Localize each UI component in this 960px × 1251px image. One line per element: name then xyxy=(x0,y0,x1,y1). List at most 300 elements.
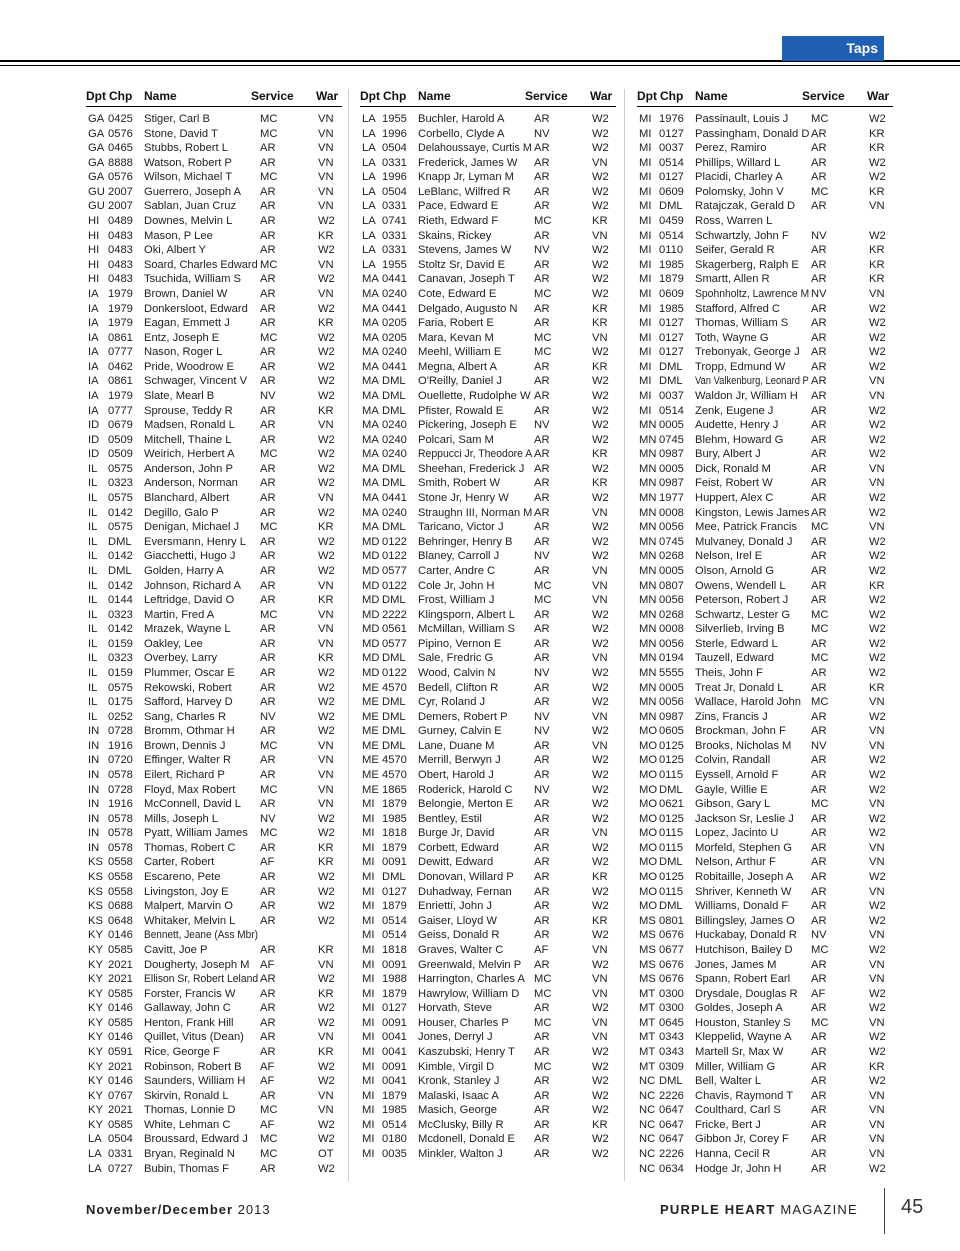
service-cell: AF xyxy=(260,1118,275,1131)
name-cell: Pace, Edward E xyxy=(418,200,499,213)
service-cell: AR xyxy=(534,389,550,402)
service-cell: MC xyxy=(260,827,278,840)
header-chp: Chp xyxy=(109,89,133,103)
service-cell: AR xyxy=(811,535,827,548)
war-cell: W2 xyxy=(869,827,886,840)
service-cell: AR xyxy=(534,258,550,271)
chapter-cell: 0578 xyxy=(108,769,133,782)
chapter-cell: 1879 xyxy=(382,841,407,854)
name-cell: Rieth, Edward F xyxy=(418,215,499,228)
service-cell: MC xyxy=(811,113,829,125)
war-cell: VN xyxy=(318,1104,334,1117)
name-cell: Taricano, Victor J xyxy=(418,521,504,534)
chapter-cell: DML xyxy=(659,1075,683,1088)
chapter-cell: DML xyxy=(382,725,406,738)
war-cell: W2 xyxy=(869,608,886,621)
chapter-cell: 0115 xyxy=(659,827,684,840)
name-cell: Trebonyak, George J xyxy=(695,346,800,359)
name-cell: Effinger, Walter R xyxy=(144,754,232,767)
name-cell: Colvin, Randall xyxy=(695,754,771,767)
war-cell: W2 xyxy=(869,550,886,563)
name-cell: Jones, James M xyxy=(695,958,777,971)
service-cell: AR xyxy=(811,666,827,679)
dept-cell: MO xyxy=(639,871,658,884)
dept-cell: MS xyxy=(639,973,656,986)
service-cell: AR xyxy=(811,856,827,869)
dept-cell: MO xyxy=(639,783,658,796)
war-cell: VN xyxy=(869,521,885,534)
dept-cell: MI xyxy=(639,404,652,417)
service-cell: AR xyxy=(811,492,827,505)
name-cell: Treat Jr, Donald L xyxy=(695,681,784,694)
taps-entry xyxy=(86,506,342,521)
chapter-cell: 1879 xyxy=(382,987,407,1000)
service-cell: AR xyxy=(534,856,550,869)
chapter-cell: 0987 xyxy=(659,448,684,461)
service-cell: NV xyxy=(534,783,550,796)
war-cell: W2 xyxy=(869,564,886,577)
war-cell: KR xyxy=(318,841,334,854)
war-cell: KR xyxy=(318,652,334,665)
header-war: War xyxy=(590,89,613,103)
dept-cell: MI xyxy=(362,1133,375,1146)
chapter-cell: 0323 xyxy=(108,477,133,490)
chapter-cell: 0575 xyxy=(108,462,133,475)
name-cell: Oakley, Lee xyxy=(144,637,203,650)
chapter-cell: DML xyxy=(659,783,683,796)
dept-cell: MI xyxy=(362,900,375,913)
chapter-cell: 2226 xyxy=(659,1089,684,1102)
taps-entry xyxy=(360,535,616,550)
war-cell: W2 xyxy=(318,462,335,475)
chapter-cell: 0037 xyxy=(659,142,684,155)
dept-cell: MN xyxy=(639,652,657,665)
taps-entry xyxy=(86,899,342,914)
service-cell: AR xyxy=(534,754,550,767)
chapter-cell: 0483 xyxy=(108,244,133,257)
taps-entry xyxy=(360,885,616,900)
chapter-cell: 0268 xyxy=(659,608,684,621)
dept-cell: MA xyxy=(362,360,379,373)
service-cell: MC xyxy=(811,696,829,709)
war-cell: W2 xyxy=(592,1133,609,1146)
taps-entry xyxy=(637,739,893,754)
name-cell: Stubbs, Robert L xyxy=(144,142,228,155)
dept-cell: MN xyxy=(639,666,657,679)
name-cell: Denigan, Michael J xyxy=(144,521,240,534)
taps-entry xyxy=(86,462,342,477)
war-cell: W2 xyxy=(318,477,335,490)
dept-cell: IL xyxy=(88,579,98,592)
war-cell: W2 xyxy=(592,929,609,942)
war-cell: W2 xyxy=(592,244,609,257)
war-cell: W2 xyxy=(592,725,609,738)
dept-cell: MI xyxy=(639,244,652,257)
service-cell: NV xyxy=(811,929,827,942)
war-cell: VN xyxy=(869,798,885,811)
name-cell: Pyatt, William James xyxy=(144,827,248,840)
dept-cell: MI xyxy=(362,871,375,884)
war-cell: W2 xyxy=(592,696,609,709)
dept-cell: MI xyxy=(639,287,652,300)
name-cell: Eilert, Richard P xyxy=(144,769,225,782)
war-cell: W2 xyxy=(592,127,609,140)
chapter-cell: 0127 xyxy=(382,1002,407,1015)
taps-entry xyxy=(86,987,342,1002)
taps-entry xyxy=(86,331,342,346)
name-cell: Obert, Harold J xyxy=(418,769,494,782)
war-cell: W2 xyxy=(592,287,609,300)
war-cell: VN xyxy=(318,1031,334,1044)
war-cell: W2 xyxy=(318,448,335,461)
service-cell: AR xyxy=(260,666,276,679)
service-cell: AF xyxy=(260,856,275,869)
taps-entry xyxy=(637,345,893,360)
dept-cell: IL xyxy=(88,564,98,577)
chapter-cell: 0205 xyxy=(382,317,407,330)
war-cell: W2 xyxy=(869,623,886,636)
taps-entry xyxy=(86,579,342,594)
war-cell: W2 xyxy=(592,404,609,417)
service-cell: AR xyxy=(811,841,827,854)
chapter-cell: 4570 xyxy=(382,754,407,767)
war-cell: W2 xyxy=(318,1162,335,1175)
war-cell: VN xyxy=(318,419,334,432)
chapter-cell: 0037 xyxy=(659,389,684,402)
name-cell: Pfister, Rowald E xyxy=(418,404,504,417)
dept-cell: MT xyxy=(639,1046,656,1058)
dept-cell: MI xyxy=(639,171,652,184)
war-cell: KR xyxy=(318,856,334,869)
name-cell: Hawrylow, William D xyxy=(418,987,520,1000)
taps-entry xyxy=(637,185,893,200)
war-cell: W2 xyxy=(592,958,609,971)
taps-entry xyxy=(637,855,893,870)
service-cell: AR xyxy=(811,900,827,913)
service-cell: AR xyxy=(811,506,827,519)
taps-entry xyxy=(637,156,893,171)
war-cell: KR xyxy=(869,142,885,155)
taps-entry xyxy=(360,1060,616,1075)
service-cell: AR xyxy=(811,1075,827,1088)
war-cell: KR xyxy=(318,317,334,330)
taps-entry xyxy=(360,491,616,506)
service-cell: MC xyxy=(260,1133,278,1146)
dept-cell: MO xyxy=(639,856,658,869)
dept-cell: IL xyxy=(88,608,98,621)
dept-cell: MI xyxy=(362,1104,375,1117)
dept-cell: LA xyxy=(362,113,376,125)
name-cell: Schwager, Vincent V xyxy=(144,375,248,388)
war-cell: W2 xyxy=(318,1016,335,1029)
name-cell: Ross, Warren L xyxy=(695,215,773,228)
name-cell: Pride, Woodrow E xyxy=(144,360,234,373)
name-cell: Hutchison, Bailey D xyxy=(695,943,793,956)
dept-cell: MD xyxy=(362,535,380,548)
service-cell: AR xyxy=(534,462,550,475)
dept-cell: LA xyxy=(362,215,376,228)
chapter-cell: 0801 xyxy=(659,914,684,927)
service-cell: AR xyxy=(811,827,827,840)
name-cell: Toth, Wayne G xyxy=(695,331,769,344)
name-cell: Gaiser, Lloyd W xyxy=(418,914,497,927)
taps-entry xyxy=(637,127,893,142)
name-cell: Anderson, Norman xyxy=(144,477,238,490)
name-cell: Faria, Robert E xyxy=(418,317,494,330)
taps-entry xyxy=(637,447,893,462)
dept-cell: HI xyxy=(88,229,100,242)
name-cell: Stiger, Carl B xyxy=(144,113,210,125)
dept-cell: MO xyxy=(639,769,658,782)
service-cell: AR xyxy=(534,958,550,971)
name-cell: Owens, Wendell L xyxy=(695,579,786,592)
taps-entry xyxy=(360,710,616,725)
name-cell: Bentley, Estil xyxy=(418,812,482,825)
chapter-cell: DML xyxy=(382,696,406,709)
name-cell: Enrietti, John J xyxy=(418,900,492,913)
chapter-cell: DML xyxy=(659,375,683,388)
chapter-cell: 0110 xyxy=(659,244,684,257)
service-cell: AR xyxy=(534,302,550,315)
dept-cell: MO xyxy=(639,754,658,767)
chapter-cell: 0127 xyxy=(382,885,407,898)
taps-entry xyxy=(637,491,893,506)
taps-entry xyxy=(637,433,893,448)
taps-entry xyxy=(360,797,616,812)
war-cell: W2 xyxy=(592,185,609,198)
taps-entry xyxy=(637,316,893,331)
war-cell: W2 xyxy=(592,798,609,811)
chapter-cell: 0647 xyxy=(659,1118,684,1131)
taps-entry xyxy=(637,360,893,375)
war-cell: VN xyxy=(869,885,885,898)
name-cell: Jones, Derryl J xyxy=(418,1031,493,1044)
service-cell: AR xyxy=(534,798,550,811)
header-dpt: Dpt xyxy=(637,89,657,103)
dept-cell: MO xyxy=(639,812,658,825)
service-cell: AR xyxy=(811,448,827,461)
service-cell: NV xyxy=(534,666,550,679)
taps-entry xyxy=(360,199,616,214)
dept-cell: KY xyxy=(88,987,103,1000)
chapter-cell: 0146 xyxy=(108,1002,133,1015)
name-cell: Brown, Daniel W xyxy=(144,287,228,300)
taps-entry xyxy=(86,710,342,725)
chapter-cell: 0483 xyxy=(108,273,133,286)
war-cell: VN xyxy=(592,1031,608,1044)
dept-cell: LA xyxy=(362,229,376,242)
chapter-cell: 0331 xyxy=(108,1148,133,1161)
chapter-cell: 0648 xyxy=(108,914,133,927)
taps-entry xyxy=(360,360,616,375)
chapter-cell: 1879 xyxy=(382,900,407,913)
dept-cell: MA xyxy=(362,287,379,300)
dept-cell: IA xyxy=(88,302,99,315)
name-cell: Smith, Robert W xyxy=(418,477,501,490)
name-cell: Downes, Melvin L xyxy=(144,215,233,228)
service-cell: AR xyxy=(260,1002,276,1015)
taps-entry xyxy=(637,724,893,739)
dept-cell: MA xyxy=(362,448,379,461)
service-cell: AR xyxy=(534,929,550,942)
taps-entry xyxy=(86,812,342,827)
service-cell: AR xyxy=(534,1118,550,1131)
name-cell: Harrington, Charles A xyxy=(418,973,525,986)
taps-entry xyxy=(360,739,616,754)
service-cell: AR xyxy=(811,725,827,738)
war-cell: W2 xyxy=(318,506,335,519)
chapter-cell: DML xyxy=(382,404,406,417)
service-cell: AF xyxy=(260,958,275,971)
taps-entry xyxy=(637,287,893,302)
chapter-cell: 0122 xyxy=(382,535,407,548)
chapter-cell: 0115 xyxy=(659,841,684,854)
name-cell: Coulthard, Carl S xyxy=(695,1104,781,1117)
war-cell: W2 xyxy=(318,360,335,373)
name-cell: Zins, Francis J xyxy=(695,710,768,723)
dept-cell: MN xyxy=(639,477,657,490)
taps-entry xyxy=(86,170,342,185)
name-cell: Carter, Andre C xyxy=(418,564,496,577)
chapter-cell: 2222 xyxy=(382,608,407,621)
name-cell: Stone, David T xyxy=(144,127,218,140)
taps-entry xyxy=(360,549,616,564)
war-cell: W2 xyxy=(869,1075,886,1088)
name-cell: Sterle, Edward L xyxy=(695,637,778,650)
service-cell: MC xyxy=(811,652,829,665)
service-cell: NV xyxy=(534,419,550,432)
chapter-cell: 1979 xyxy=(108,302,133,315)
chapter-cell: 0240 xyxy=(382,448,407,461)
taps-entry xyxy=(86,958,342,973)
dept-cell: MI xyxy=(362,929,375,942)
service-cell: AR xyxy=(534,200,550,213)
taps-entry xyxy=(637,651,893,666)
taps-entry xyxy=(637,1016,893,1031)
name-cell: Saunders, William H xyxy=(144,1075,246,1088)
taps-entry xyxy=(637,797,893,812)
taps-entry xyxy=(86,593,342,608)
war-cell: VN xyxy=(318,200,334,213)
taps-entry xyxy=(86,418,342,433)
war-cell: W2 xyxy=(869,171,886,184)
dept-cell: MS xyxy=(639,958,656,971)
service-cell: AR xyxy=(811,360,827,373)
war-cell: W2 xyxy=(869,783,886,796)
dept-cell: MD xyxy=(362,594,380,607)
war-cell: W2 xyxy=(592,608,609,621)
taps-entry xyxy=(360,141,616,156)
war-cell: KR xyxy=(869,681,885,694)
chapter-cell: 1996 xyxy=(382,171,407,184)
taps-entry xyxy=(86,447,342,462)
chapter-cell: 2007 xyxy=(108,200,133,213)
name-cell: Reppucci Jr, Theodore A xyxy=(418,448,533,461)
name-cell: Eyssell, Arnold F xyxy=(695,769,779,782)
war-cell: W2 xyxy=(318,1002,335,1015)
service-cell: AR xyxy=(534,739,550,752)
taps-entry xyxy=(360,476,616,491)
war-cell: W2 xyxy=(869,1031,886,1044)
war-cell: W2 xyxy=(318,914,335,927)
header-underline xyxy=(637,106,893,107)
taps-entry xyxy=(360,899,616,914)
chapter-cell: 0676 xyxy=(659,958,684,971)
chapter-cell: DML xyxy=(382,375,406,388)
dept-cell: KS xyxy=(88,885,103,898)
dept-cell: IL xyxy=(88,506,98,519)
dept-cell: MI xyxy=(362,973,375,986)
dept-cell: MO xyxy=(639,827,658,840)
name-cell: Rekowski, Robert xyxy=(144,681,232,694)
header-dpt: Dpt xyxy=(360,89,380,103)
war-cell: W2 xyxy=(318,710,335,723)
war-cell: W2 xyxy=(318,1133,335,1146)
taps-entry xyxy=(637,462,893,477)
taps-entry xyxy=(86,753,342,768)
name-cell: Quillet, Vitus (Dean) xyxy=(144,1031,244,1044)
dept-cell: ME xyxy=(362,710,379,723)
section-tab: Taps xyxy=(782,36,884,61)
name-cell: Silverlieb, Irving B xyxy=(695,623,785,636)
dept-cell: KS xyxy=(88,914,103,927)
service-cell: AR xyxy=(534,564,550,577)
war-cell: KR xyxy=(318,229,334,242)
war-cell: VN xyxy=(592,652,608,665)
dept-cell: ID xyxy=(88,448,100,461)
dept-cell: KY xyxy=(88,1031,103,1044)
war-cell: VN xyxy=(869,477,885,490)
name-cell: Malpert, Marvin O xyxy=(144,900,233,913)
taps-entry xyxy=(86,564,342,579)
war-cell: VN xyxy=(592,827,608,840)
war-cell: KR xyxy=(318,521,334,534)
name-cell: Meehl, William E xyxy=(418,346,502,359)
name-cell: Klingsporn, Albert L xyxy=(418,608,516,621)
war-cell: VN xyxy=(318,623,334,636)
war-cell: W2 xyxy=(592,1060,609,1073)
chapter-cell: 0465 xyxy=(108,142,133,155)
war-cell: VN xyxy=(318,958,334,971)
chapter-cell: 0056 xyxy=(659,521,684,534)
name-cell: Delahoussaye, Curtis M xyxy=(418,142,532,155)
taps-entry xyxy=(86,345,342,360)
name-cell: Giacchetti, Hugo J xyxy=(144,550,236,563)
war-cell: W2 xyxy=(869,710,886,723)
dept-cell: MI xyxy=(639,113,652,125)
taps-entry xyxy=(637,243,893,258)
war-cell: W2 xyxy=(318,331,335,344)
name-cell: Broussard, Edward J xyxy=(144,1133,248,1146)
name-cell: Rice, George F xyxy=(144,1046,220,1058)
war-cell: W2 xyxy=(592,258,609,271)
name-cell: Thomas, Robert C xyxy=(144,841,236,854)
taps-entry xyxy=(86,783,342,798)
name-cell: Oki, Albert Y xyxy=(144,244,206,257)
dept-cell: IN xyxy=(88,725,100,738)
chapter-cell: 0091 xyxy=(382,1016,407,1029)
taps-entry xyxy=(86,972,342,987)
chapter-cell: 0585 xyxy=(108,1118,133,1131)
taps-entry xyxy=(86,1030,342,1045)
taps-entry xyxy=(86,389,342,404)
taps-entry xyxy=(360,564,616,579)
chapter-cell: 0745 xyxy=(659,535,684,548)
taps-entry xyxy=(360,389,616,404)
service-cell: MC xyxy=(260,113,278,125)
war-cell: W2 xyxy=(869,404,886,417)
name-cell: Blehm, Howard G xyxy=(695,433,784,446)
